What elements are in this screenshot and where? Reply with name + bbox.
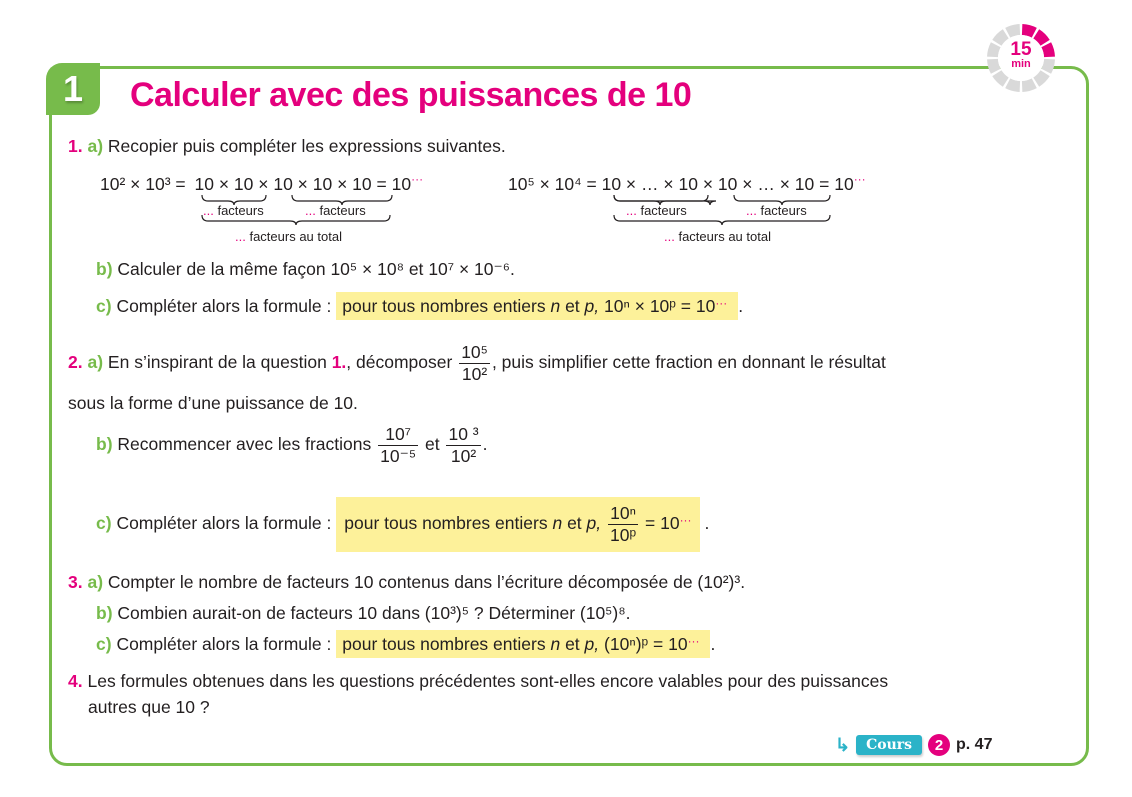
cours-badge[interactable]: Cours (856, 735, 922, 755)
cours-reference-link[interactable] (835, 734, 992, 756)
q3a-line: 3. a) Compter le nombre de facteurs 10 contenus dans l’écriture décomposée de (10²)³. (68, 572, 746, 592)
brace-label: ... facteurs (626, 203, 687, 218)
formula-highlight: pour tous nombres entiers n et p, $\frac{\text{10ⁿ}}{\text{10ᵖ}}$ = 10··· (336, 497, 699, 552)
fraction: $\frac{\text{10 ³}}{\text{10²}}$ (448, 424, 479, 466)
q4-line: 4. Les formules obtenues dans les questions précédentes sont-elles encore valables pour des puissances (68, 671, 889, 691)
q2a-line: 2. a) En s’inspirant de la question 1., décomposer $\frac{\text{10⁵}}{\text{10²}}$ , puis simplifier cette fraction en donnant le résultat (68, 342, 886, 384)
page-reference: p. 47 (956, 736, 993, 753)
brace-label-total: ... facteurs au total (664, 229, 771, 244)
brace-label: ... facteurs (305, 203, 366, 218)
brace-label: ... facteurs (746, 203, 807, 218)
q2c-line: c) Compléter alors la formule : pour tous nombres entiers n et p, $\frac{\text{10ⁿ}}{\text{10ᵖ}}$ = 10··· . (96, 497, 709, 552)
q1a-line: 1. a) Recopier puis compléter les expressions suivantes. (68, 136, 506, 156)
exercise-number-badge: 1 (46, 63, 100, 115)
brace-label: ... facteurs (203, 203, 264, 218)
exercise-frame (49, 66, 1089, 766)
formula-highlight: pour tous nombres entiers n et p, 10ⁿ × 10ᵖ = 10··· (336, 292, 738, 320)
q1b-line: b) Calculer de la même façon 10⁵ × 10⁸ et 10⁷ × 10⁻⁶. (96, 259, 515, 279)
fraction: $\frac{\text{10⁷}}{\text{10⁻⁵}}$ (380, 424, 417, 466)
q2a-line-2: sous la forme d’une puissance de 10. (68, 393, 358, 413)
brace-label-total: ... facteurs au total (235, 229, 342, 244)
q1a-expression-1: 10² × 10³ = 10 × 10 × 10 × 10 × 10 = 10··· (100, 172, 424, 194)
q1a-expression-2: 10⁵ × 10⁴ = 10 × … × 10 × 10 × … × 10 = 10··· (508, 172, 866, 194)
q4-line-2: autres que 10 ? (88, 697, 210, 717)
q2b-line: b) Recommencer avec les fractions $\frac{\text{10⁷}}{\text{10⁻⁵}}$ et $\frac{\text{10 ³}}{\text{10²}}$ . (96, 424, 488, 466)
formula-highlight: pour tous nombres entiers n et p, (10ⁿ)ᵖ = 10··· (336, 630, 710, 658)
q1c-line: c) Compléter alors la formule : pour tous nombres entiers n et p, 10ⁿ × 10ᵖ = 10··· . (96, 296, 743, 317)
fraction: $\frac{\text{10⁵}}{\text{10²}}$ (461, 342, 488, 384)
exercise-title: Calculer avec des puissances de 10 (130, 76, 692, 114)
q3c-line: c) Compléter alors la formule : pour tous nombres entiers n et p, (10ⁿ)ᵖ = 10··· . (96, 634, 715, 655)
q3b-line: b) Combien aurait-on de facteurs 10 dans (10³)⁵ ? Déterminer (10⁵)⁸. (96, 603, 631, 623)
fraction: $\frac{\text{10ⁿ}}{\text{10ᵖ}}$ (610, 503, 637, 545)
arrow-icon: ↳ (835, 734, 851, 755)
timer-label: 15 min (1010, 39, 1032, 70)
cours-number-badge: 2 (928, 734, 950, 756)
